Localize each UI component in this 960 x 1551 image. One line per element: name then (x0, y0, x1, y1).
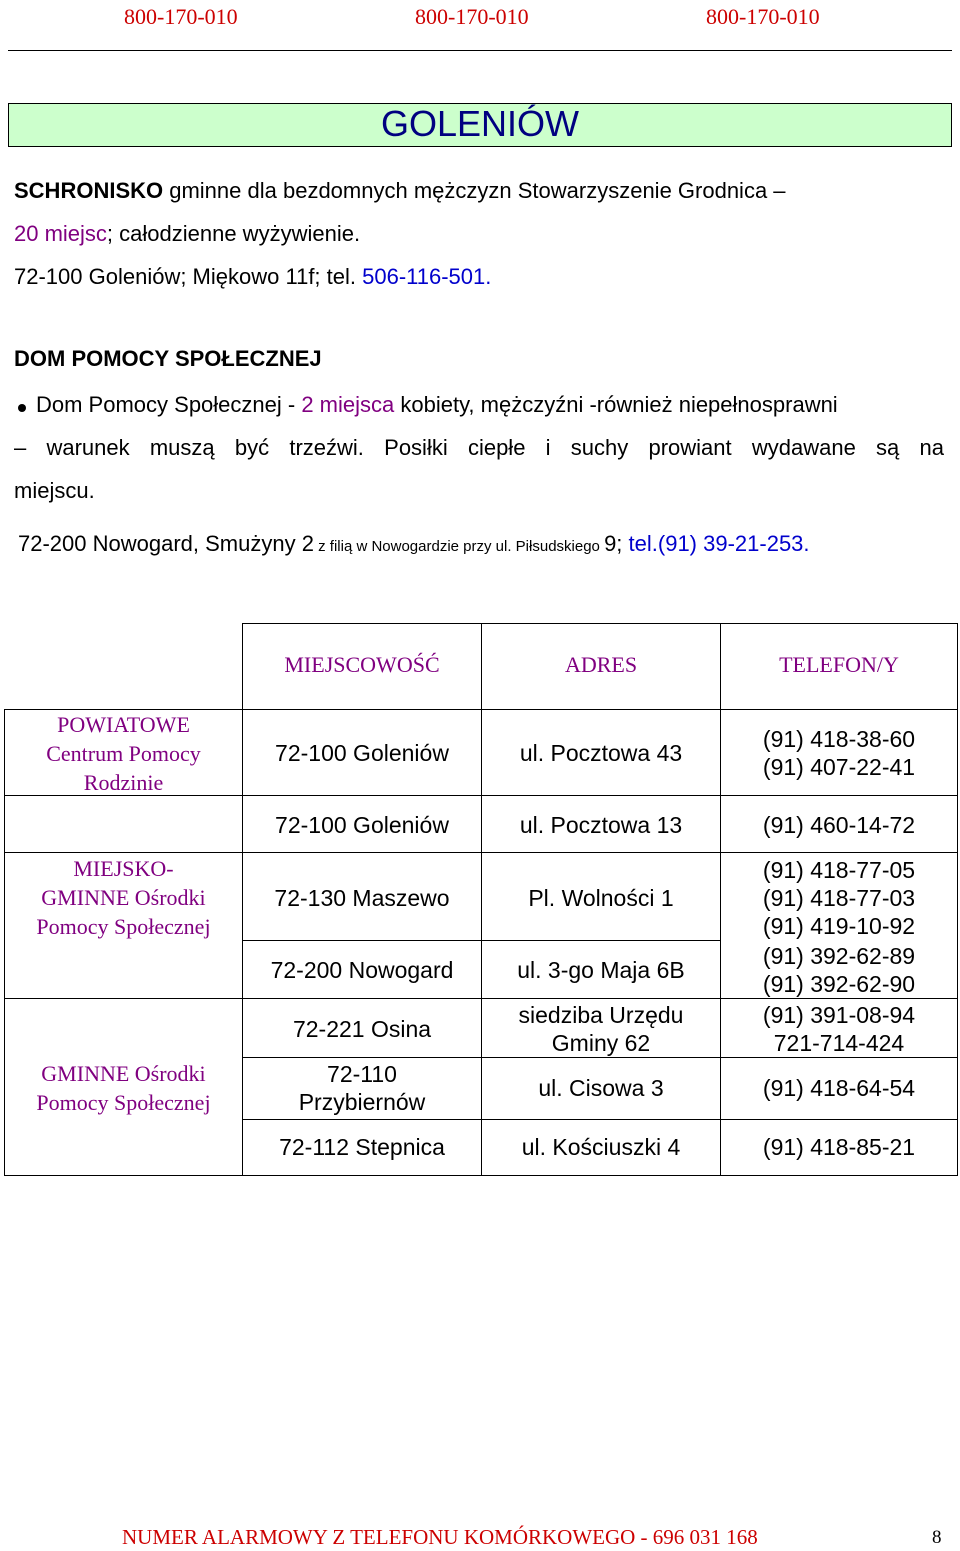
table-cell-address: ul. Pocztowa 43 (519, 740, 683, 766)
header-phone-1: 800-170-010 (124, 4, 238, 29)
shelter-phone: 506-116-501. (362, 264, 492, 289)
table-border (720, 998, 958, 999)
table-cell-city: 72-110 Przybiernów (298, 1061, 426, 1115)
shelter-title: SCHRONISKO (14, 178, 164, 203)
care-home-phone: tel.(91) 39-21-253. (628, 531, 810, 556)
shelter-meals: ; całodzienne wyżywienie. (106, 221, 361, 246)
shelter-places: 20 miejsc (14, 221, 107, 246)
table-cell-city: 72-221 Osina (292, 1016, 432, 1042)
footer-alarm-number: NUMER ALARMOWY Z TELEFONU KOMÓRKOWEGO - 696 031 168 (122, 1525, 758, 1549)
label-powiatowe: POWIATOWE Centrum Pomocy Rodzinie (46, 712, 201, 795)
table-cell-address: ul. 3-go Maja 6B (517, 957, 685, 983)
shelter-line-1 (14, 178, 786, 204)
table-border (4, 998, 720, 999)
label-gminne: GMINNE Ośrodki Pomocy Społecznej (36, 1061, 211, 1115)
care-home-line-1: Dom Pomocy Społecznej - 2 miejsca kobiety, mężczyźni -również niepełnosprawni (36, 392, 838, 417)
shelter-address: 72-100 Goleniów; Miękowo 11f; tel. (14, 264, 363, 289)
table-border (957, 623, 958, 1176)
header-address: ADRES (564, 652, 638, 677)
table-cell-phone: (91) 418-64-54 (762, 1075, 916, 1101)
shelter-line-2 (14, 221, 360, 247)
care-home-line-3: miejscu. (14, 478, 95, 503)
table-cell-city: 72-100 Goleniów (275, 740, 449, 766)
bullet-icon (18, 404, 26, 412)
table-cell-address: ul. Kościuszki 4 (521, 1134, 681, 1160)
table-cell-phone: (91) 460-14-72 (762, 812, 916, 838)
table-cell-city: 72-100 Goleniów (275, 812, 449, 838)
care-home-line-2: – warunek muszą być trzeźwi. Posiłki ciepłe i suchy prowiant wydawane są na (14, 435, 944, 460)
table-cell-address: Pl. Wolności 1 (528, 885, 674, 911)
table-cell-city: 72-112 Stepnica (279, 1134, 445, 1160)
care-home-places: 2 miejsca (301, 392, 395, 417)
table-cell-phone: (91) 418-85-21 (762, 1134, 916, 1160)
header-phone-2: 800-170-010 (415, 4, 529, 29)
header-city: MIEJSCOWOŚĆ (284, 652, 440, 677)
shelter-desc: gminne dla bezdomnych mężczyzn Stowarzyszenie Grodnica – (163, 178, 786, 203)
table-border (242, 1057, 958, 1058)
header-phone: TELEFON/Y (779, 652, 899, 677)
table-cell-phone: (91) 391-08-94 721-714-424 (762, 1002, 916, 1056)
care-home-address: 72-200 Nowogard, Smużyny 2 z filią w Nowogardzie przy ul. Piłsudskiego 9; tel.(91) 39-21-253. (18, 531, 810, 556)
table-cell-address: ul. Pocztowa 13 (519, 812, 683, 838)
table-cell-phone: (91) 392-62-89 (91) 392-62-90 (762, 943, 916, 997)
page-number: 8 (932, 1527, 942, 1548)
table-border (242, 1119, 958, 1120)
table-border (242, 623, 958, 624)
table-cell-address: siedziba Urzędu Gminy 62 (518, 1002, 684, 1056)
header-rule (8, 50, 952, 51)
shelter-line-3 (14, 264, 491, 290)
page-title: GOLENIÓW (380, 103, 580, 144)
table-border (242, 795, 958, 796)
header-phone-3: 800-170-010 (706, 4, 820, 29)
table-cell-city: 72-130 Maszewo (274, 885, 450, 911)
care-home-title: DOM POMOCY SPOŁECZNEJ (14, 346, 322, 371)
table-cell-phone: (91) 418-38-60 (91) 407-22-41 (762, 726, 916, 780)
table-cell-city: 72-200 Nowogard (270, 957, 454, 983)
label-miejsko-gminne: MIEJSKO- GMINNE Ośrodki Pomocy Społecznej (36, 856, 211, 939)
table-cell-phone: (91) 418-77-05 (91) 418-77-03 (91) 419-10-92 (762, 857, 916, 939)
table-cell-address: ul. Cisowa 3 (538, 1075, 664, 1101)
